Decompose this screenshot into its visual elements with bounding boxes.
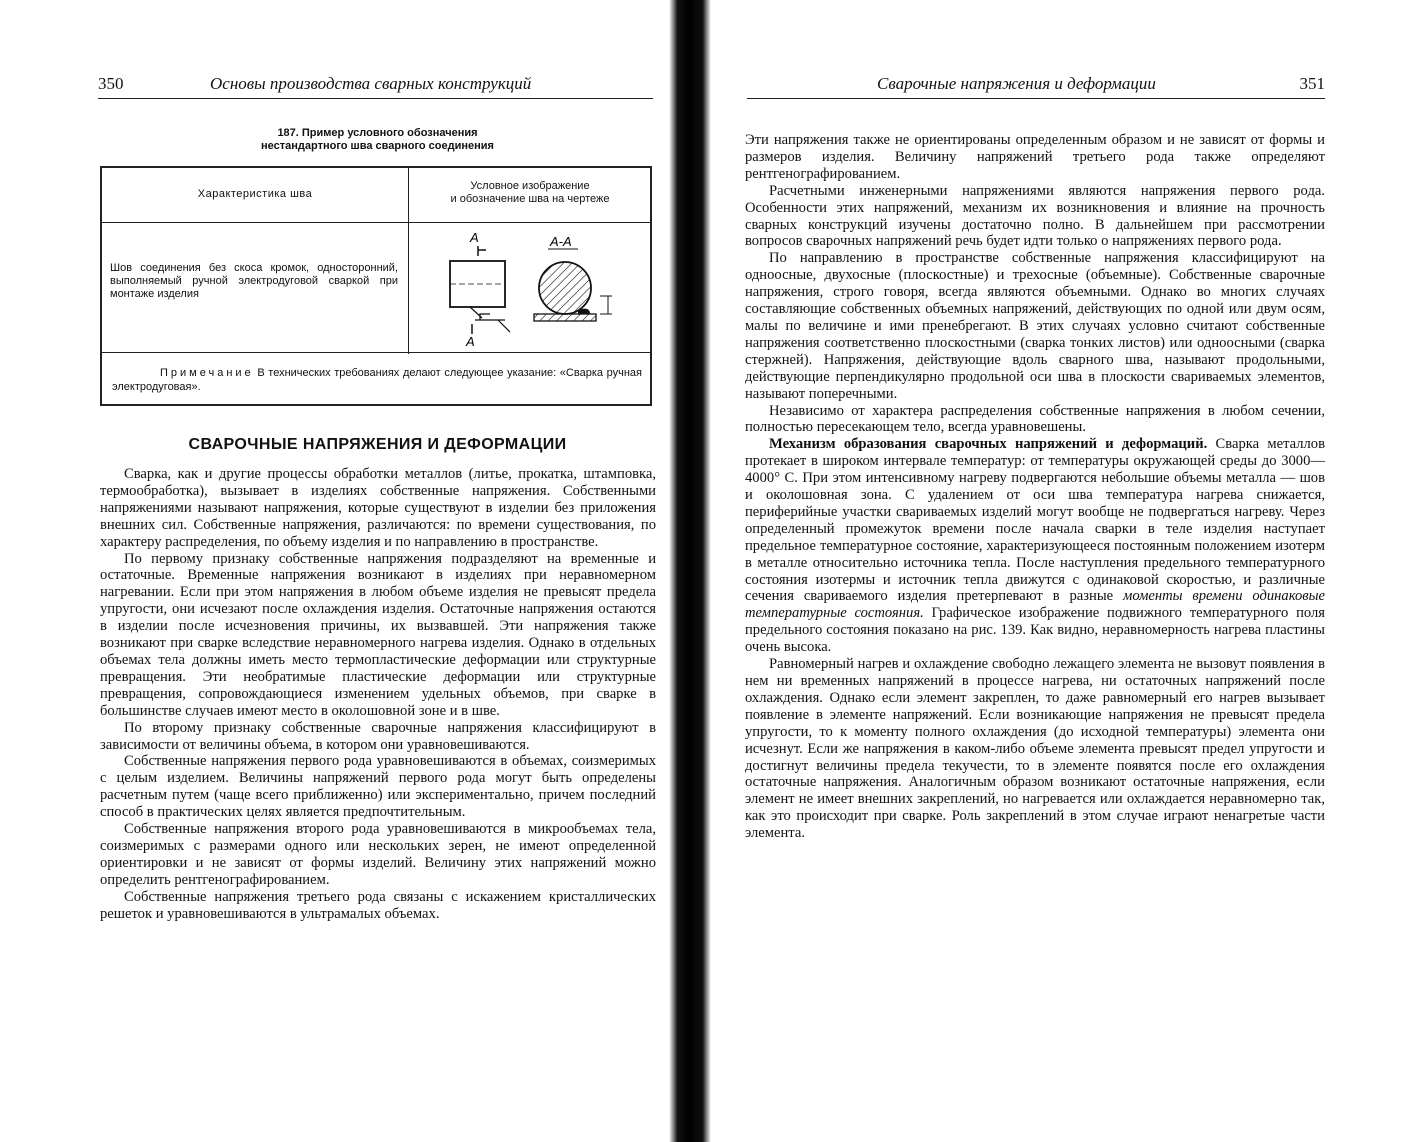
left-running-title: Основы производства сварных конструкций: [210, 74, 532, 93]
paragraph: Собственные напряжения первого рода уравновешиваются в объемах, соизмеримых с целым изделием. Величины напряжений первого рода могут быть определены расчетным путем (чаще всего приближенно) или экспериментально, причем последний способ в практических целях является предпочтительным.: [100, 753, 656, 821]
table-column-divider: [408, 168, 409, 354]
book-gutter-shadow: [655, 0, 725, 1142]
table-row-divider: [102, 352, 650, 353]
mechanism-heading: Механизм образования сварочных напряжений и деформаций.: [769, 436, 1208, 453]
paragraph: Сварка, как и другие процессы обработки металлов (литье, прокатка, штамповка, термообработка), вызывает в изделиях собственные напряжения. Собственными напряжениями называют напряжения, которые существуют в изделии без приложения внешних сил. Собственные напряжения, различаются: по времени существования, по характеру распределения, по объему изделия и по направлению в пространстве.: [100, 466, 656, 550]
left-page: [0, 0, 660, 1142]
table-caption-line1: 187. Пример условного обозначения: [277, 127, 478, 139]
header-cell-designation-line2: и обозначение шва на чертеже: [450, 193, 610, 205]
paragraph: Собственные напряжения второго рода уравновешиваются в микрообъемах тела, соизмеримых с размерами одного или нескольких зерен, не имеют определенной ориентировки и не зависят от формы изделий. Величину этих напряжений можно определить рентгенографированием.: [100, 821, 656, 888]
paragraph: Расчетными инженерными напряжениями являются напряжения первого рода. Особенности этих напряжений, механизм их возникновения и влияние на прочность сварных конструкций изучены достаточно полно. В дальнейшем при рассмотрении вопросов сварочных напряжений речь будет идти только о напряжениях первого рода.: [745, 182, 1325, 250]
paragraph: Независимо от характера распределения собственные напряжения в любом сечении, полностью пересекающем тело, всегда уравновешены.: [745, 402, 1325, 436]
right-page: [725, 0, 1420, 1142]
section-label: А-А: [550, 234, 572, 249]
note-text: В технических требованиях делают следующее указание: «Сварка ручная электродуговая».: [112, 367, 643, 393]
weld-symbol-drawing: [420, 228, 640, 348]
right-running-title: Сварочные напряжения и деформации: [877, 74, 1156, 93]
base-plate-section: [534, 314, 596, 321]
table-note: [112, 366, 642, 394]
paragraph: Равномерный нагрев и охлаждение свободно лежащего элемента не вызовут появления в нем ни временных напряжений в процессе нагрева, ни остаточных напряжений после охлаждения. Однако если элемент закреплен, то даже равномерный его нагрев вызывает появление в элементе напряжений. Если возникающие напряжения не превысят предела упругости, то к моменту полного охлаждения (до исходной температуры) элемента они исчезнут. Если же напряжения в каком-либо объеме элемента превысят предел упругости и достигнут величины предела текучести, то в элементе появятся после его охлаждения остаточные напряжения. Аналогичным образом возникают остаточные напряжения, если элемент не имеет внешних закреплений, но нагревается или охлаждается неравномерно так, как это происходит при сварке. Роль закреплений в этом случае играют ненагретые части элемента.: [745, 656, 1325, 842]
left-running-head: [98, 72, 653, 99]
table-caption: [100, 127, 655, 153]
left-page-number: 350: [98, 74, 124, 93]
mechanism-text-1: Сварка металлов протекает в широком интервале температур: от температуры окружающей среды до 3000—4000° С. При этом интенсивному нагреву подвергаются небольшие объемы металла — шов и околошовная зона. С удалением от оси шва температура нагрева снижается, периферийные участки свариваемых изделий могут вообще не подвергаться нагреву. Через определенный промежуток времени после начала сварки в теле изделия наступает предельное температурное состояние, характеризующееся постоянным положением изотерм в металле относительно источника тепла. После наступления предельного температурного состояния изотермы и источник тепла движутся с одинаковой скоростью, и различные сечения свариваемого изделия претерпевают в разные: [745, 436, 1325, 605]
cut-label-bottom: А: [466, 334, 475, 348]
rod-cross-section: [539, 262, 591, 314]
table-caption-line2: нестандартного шва сварного соединения: [261, 140, 494, 152]
header-cell-characteristic: Характеристика шва: [197, 188, 313, 200]
right-running-head: [747, 72, 1325, 99]
paragraph: Собственные напряжения третьего рода связаны с искажением кристаллических решеток и уравновешиваются в ультрамалых объемах.: [100, 888, 656, 922]
left-body-text: [100, 466, 656, 922]
paragraph: Эти напряжения также не ориентированы определенным образом и не зависят от формы и размеров изделия. Величину напряжений третьего рода также определяют рентгенографированием.: [745, 132, 1325, 182]
right-body-text: [745, 132, 1325, 842]
row-cell-characteristic: Шов соединения без скоса кромок, односторонний, выполняемый ручной электродуговой сваркой при монтаже изделия: [110, 262, 398, 300]
mechanism-italic: моменты времени одинаковые температурные состояния.: [745, 588, 1325, 622]
mechanism-paragraph: [745, 436, 1325, 656]
fillet-weld-bead: [578, 309, 590, 314]
mechanism-text-2: Графическое изображение подвижного температурного поля предельного состояния показано на рис. 139. Как видно, неравномерность нагрева пластины очень высока.: [745, 605, 1325, 656]
paragraph: По направлению в пространстве собственные напряжения классифицируют на одноосные, двухосные (плоскостные) и трехосные (объемные). Собственные сварочные напряжения, строго говоря, всегда являются объемными. Однако во многих случаях составляющие собственных объемных напряжений, действующих по одной или двум осям, малы по величине и ими пренебрегают. В этих случаях условно считают собственные напряжения соответственно плоскостными (сварка тонких листов) или одноосными (сварка стержней). Напряжения, действующие вдоль сварного шва, называют продольными, действующие перпендикулярно продольной оси шва в плоскости свариваемых элементов, называют поперечными.: [745, 250, 1325, 402]
header-cell-designation: [410, 180, 650, 206]
section-title: СВАРОЧНЫЕ НАПРЯЖЕНИЯ И ДЕФОРМАЦИИ: [188, 436, 567, 453]
table-header-row: [102, 168, 650, 223]
weld-flag-line: [498, 320, 510, 332]
right-page-number: 351: [1299, 74, 1325, 93]
paragraph: По второму признаку собственные сварочные напряжения классифицируют в зависимости от величины объема, в котором они уравновешиваются.: [100, 719, 656, 753]
cut-label-top: А: [470, 230, 479, 245]
header-cell-designation-line1: Условное изображение: [470, 180, 590, 192]
paragraph: По первому признаку собственные напряжения подразделяют на временные и остаточные. Временные напряжения возникают в изделиях при неравномерном нагревании. Если при этом напряжения в любом объеме изделия не превысят предела упругости, они исчезают после охлаждения изделия. Остаточные напряжения остаются в изделии после исчезновения причины, их вызвавшей. Эти напряжения также возникают при сварке вследствие неравномерного нагрева изделия. Однако в отдельных объемах тела должны иметь место термопластические деформации или структурные превращения. Эти необратимые пластические деформации или структурные превращения, сопровождающиеся изменением удельных объемов, при сварке в большинстве случаев имеют место в околошовной зоне и в шве.: [100, 550, 656, 719]
note-label: Примечание: [160, 367, 254, 379]
weld-spec-table: [100, 166, 652, 406]
